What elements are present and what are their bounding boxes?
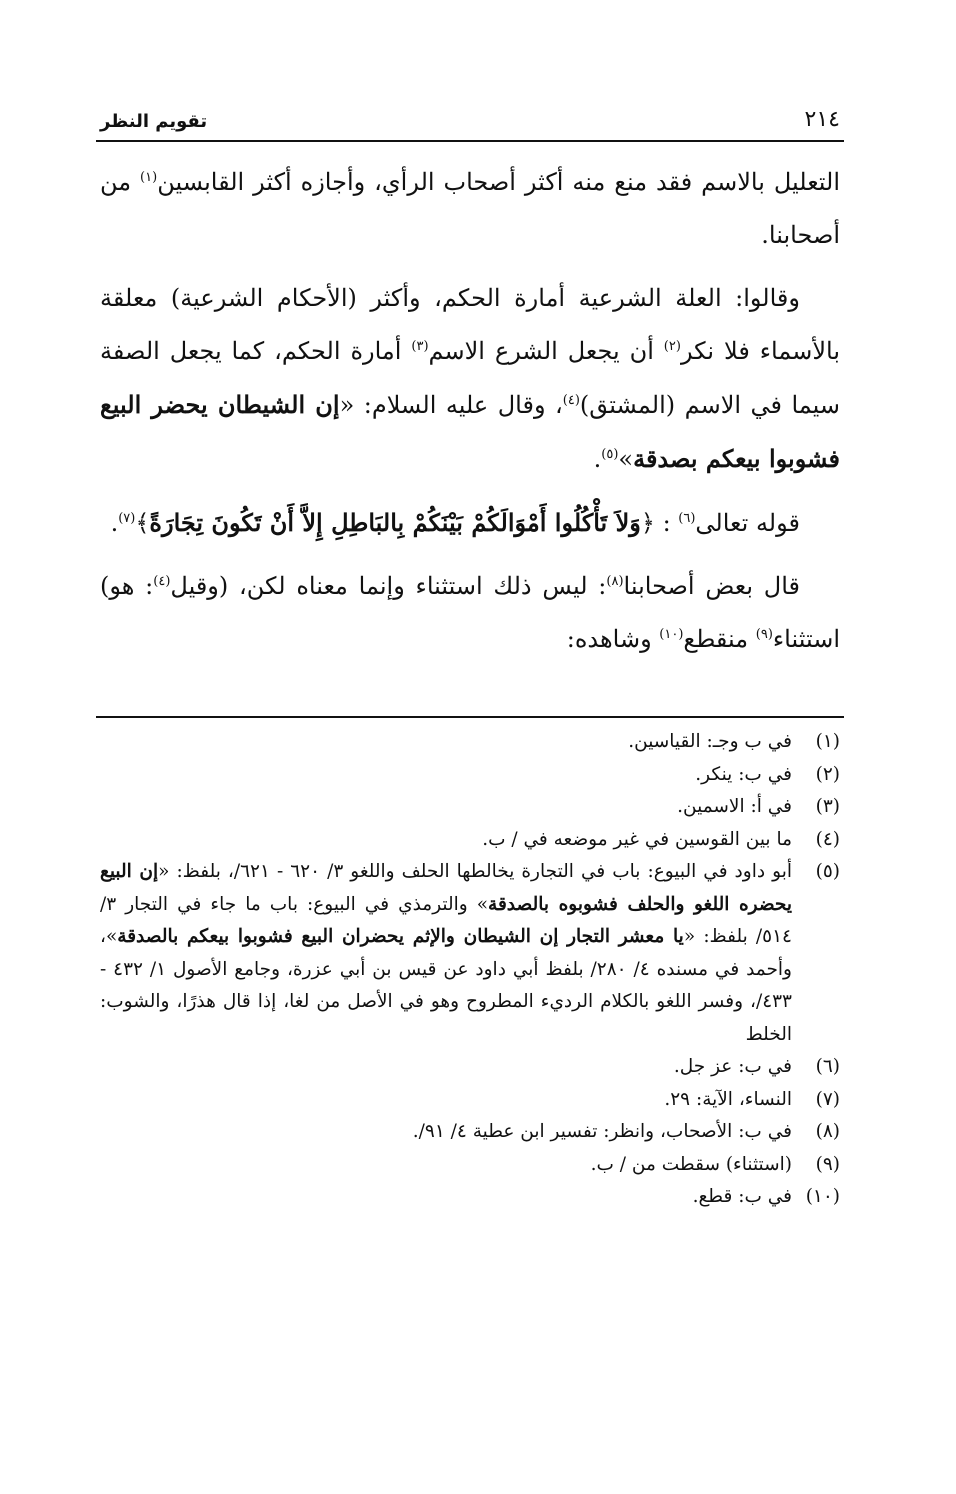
footnote-ref[interactable]: (١) [140, 170, 158, 185]
footnote-ref[interactable]: (١٠) [659, 627, 684, 642]
text-run: التعليل بالاسم فقد منع منه أكثر أصحاب الرأي، وأجازه أكثر القابسين [157, 168, 840, 196]
text-run: : هو) استثناء [100, 572, 840, 653]
footnote-ref[interactable]: (٢) [663, 339, 681, 354]
header-rule [96, 140, 844, 142]
footnote-number: (٨) [815, 1121, 840, 1142]
text-run: أمارة الحكم، كما يجعل الصفة سيما في الاسم (المشتق) [100, 337, 840, 419]
text-run: : ليس ذلك استثناء وإنما معناه لكن، (وقيل [170, 572, 607, 600]
text-run: منقطع [683, 625, 756, 653]
paragraph-2 [100, 272, 840, 486]
text-run: »، وأحمد في مسنده ٤/ ٢٨٠/ بلفظ أبي داود عن قيس بن أبي عزرة، وجامع الأصول ١/ ٤٣٢ - ٤٣٣/، وفسر اللغو بالكلام الرديء المطروح وهو في الأصل من لغا، إذا قال هذرًا، والشوب: الخلط [100, 926, 792, 1045]
text-run: : ﴿ [640, 509, 679, 537]
paragraph-3 [100, 496, 840, 550]
footnote-text: في ب: عز جل. [673, 1056, 792, 1077]
footnote-text: (استثناء) سقطت من / ب. [590, 1153, 792, 1175]
text-run: أن يجعل الشرع الاسم [428, 337, 664, 365]
text-run: من أصحابنا. [100, 168, 840, 249]
main-text [100, 156, 840, 676]
footnote-text: في ب: ينكر. [695, 763, 792, 785]
text-run: قوله تعالى [695, 509, 800, 537]
footnote-3 [100, 791, 840, 824]
text-run: وشاهده: [566, 625, 660, 653]
footnote-ref[interactable]: (٧) [118, 511, 136, 526]
footnote-ref[interactable]: (٤) [562, 393, 580, 408]
footnote-1 [100, 726, 840, 759]
footnotes [100, 726, 840, 1214]
footnote-number: (٩) [815, 1153, 840, 1175]
text-run: . [593, 445, 602, 473]
footnote-text [100, 856, 792, 1051]
footnote-ref[interactable]: (٣) [411, 339, 429, 354]
footnote-text: في ب: قطع. [692, 1186, 792, 1207]
footnote-number: (٦) [815, 1056, 840, 1077]
hadith-quote: إن البيع يحضره اللغو والحلف فشوبوه بالصدقة [100, 861, 792, 915]
footnote-8 [100, 1116, 840, 1149]
footnote-2 [100, 759, 840, 792]
footnote-text: في أ: الاسمين. [677, 796, 792, 817]
running-head [100, 96, 840, 132]
footnote-7 [100, 1084, 840, 1117]
footnote-text: ما بين القوسين في غير موضعه في / ب. [482, 828, 792, 850]
footnote-number: (٧) [815, 1088, 840, 1110]
footnote-text: في ب: الأصحاب، وانظر: تفسير ابن عطية ٤/ ٩١/. [412, 1121, 792, 1142]
footnote-number: (٢) [815, 763, 840, 785]
footnote-ref[interactable]: (٥) [601, 447, 619, 462]
hadith-quote: يا معشر التجار إن الشيطان والإثم يحضران البيع فشوبوا بيعكم بالصدقة [117, 926, 684, 947]
text-run: قال بعض أصحابنا [623, 572, 800, 600]
footnote-ref[interactable]: (٤) [153, 574, 171, 589]
text-run: » [618, 445, 634, 473]
footnote-6 [100, 1051, 840, 1084]
page-number: ٢١٤ [804, 107, 840, 132]
text-run: ، وقال عليه السلام: « [339, 391, 563, 419]
footnote-ref[interactable]: (٨) [606, 574, 624, 589]
text-run: أبو داود في البيوع: باب في التجارة يخالطها الحلف واللغو ٣/ ٦٢٠ - ٦٢١/، بلفظ: « [158, 861, 792, 882]
text-run: وقالوا: العلة الشرعية أمارة الحكم، وأكثر (الأحكام الشرعية) معلقة بالأسماء فلا نكر [100, 284, 840, 365]
footnote-number: (١٠) [805, 1186, 840, 1207]
footnote-ref[interactable]: (٩) [755, 627, 773, 642]
footnote-text: النساء، الآية: ٢٩. [664, 1088, 792, 1110]
text-run: . [110, 509, 119, 537]
text-run: ﴾ [135, 509, 150, 537]
footnote-number: (٣) [815, 796, 840, 817]
footnote-10 [100, 1181, 840, 1214]
paragraph-1 [100, 156, 840, 262]
paragraph-4 [100, 560, 840, 666]
hadith-quote: إن الشيطان يحضر البيع فشوبوا بيعكم بصدقة [100, 390, 840, 473]
quran-verse: وَلاَ تَأْكُلُوا أَمْوَالَكُمْ بَيْنَكُمْ بِالبَاطِلِ إِلاَّ أَنْ تَكُونَ تِجَارَةً [149, 508, 641, 537]
text-run: » والترمذي في البيوع: باب ما جاء في التجار ٣/ ٥١٤/ بلفظ: « [100, 893, 792, 947]
footnote-number: (١) [815, 731, 840, 752]
footnote-number: (٥) [815, 861, 840, 882]
footnote-9 [100, 1149, 840, 1182]
footnote-number: (٤) [815, 828, 840, 850]
footnote-5 [100, 856, 840, 1051]
footnote-4 [100, 824, 840, 857]
footnote-text: في ب وجـ: القياسين. [628, 731, 792, 752]
book-title: تقويم النظر [100, 111, 208, 132]
footnote-ref[interactable]: (٦) [678, 511, 696, 526]
footnote-separator [96, 716, 844, 718]
